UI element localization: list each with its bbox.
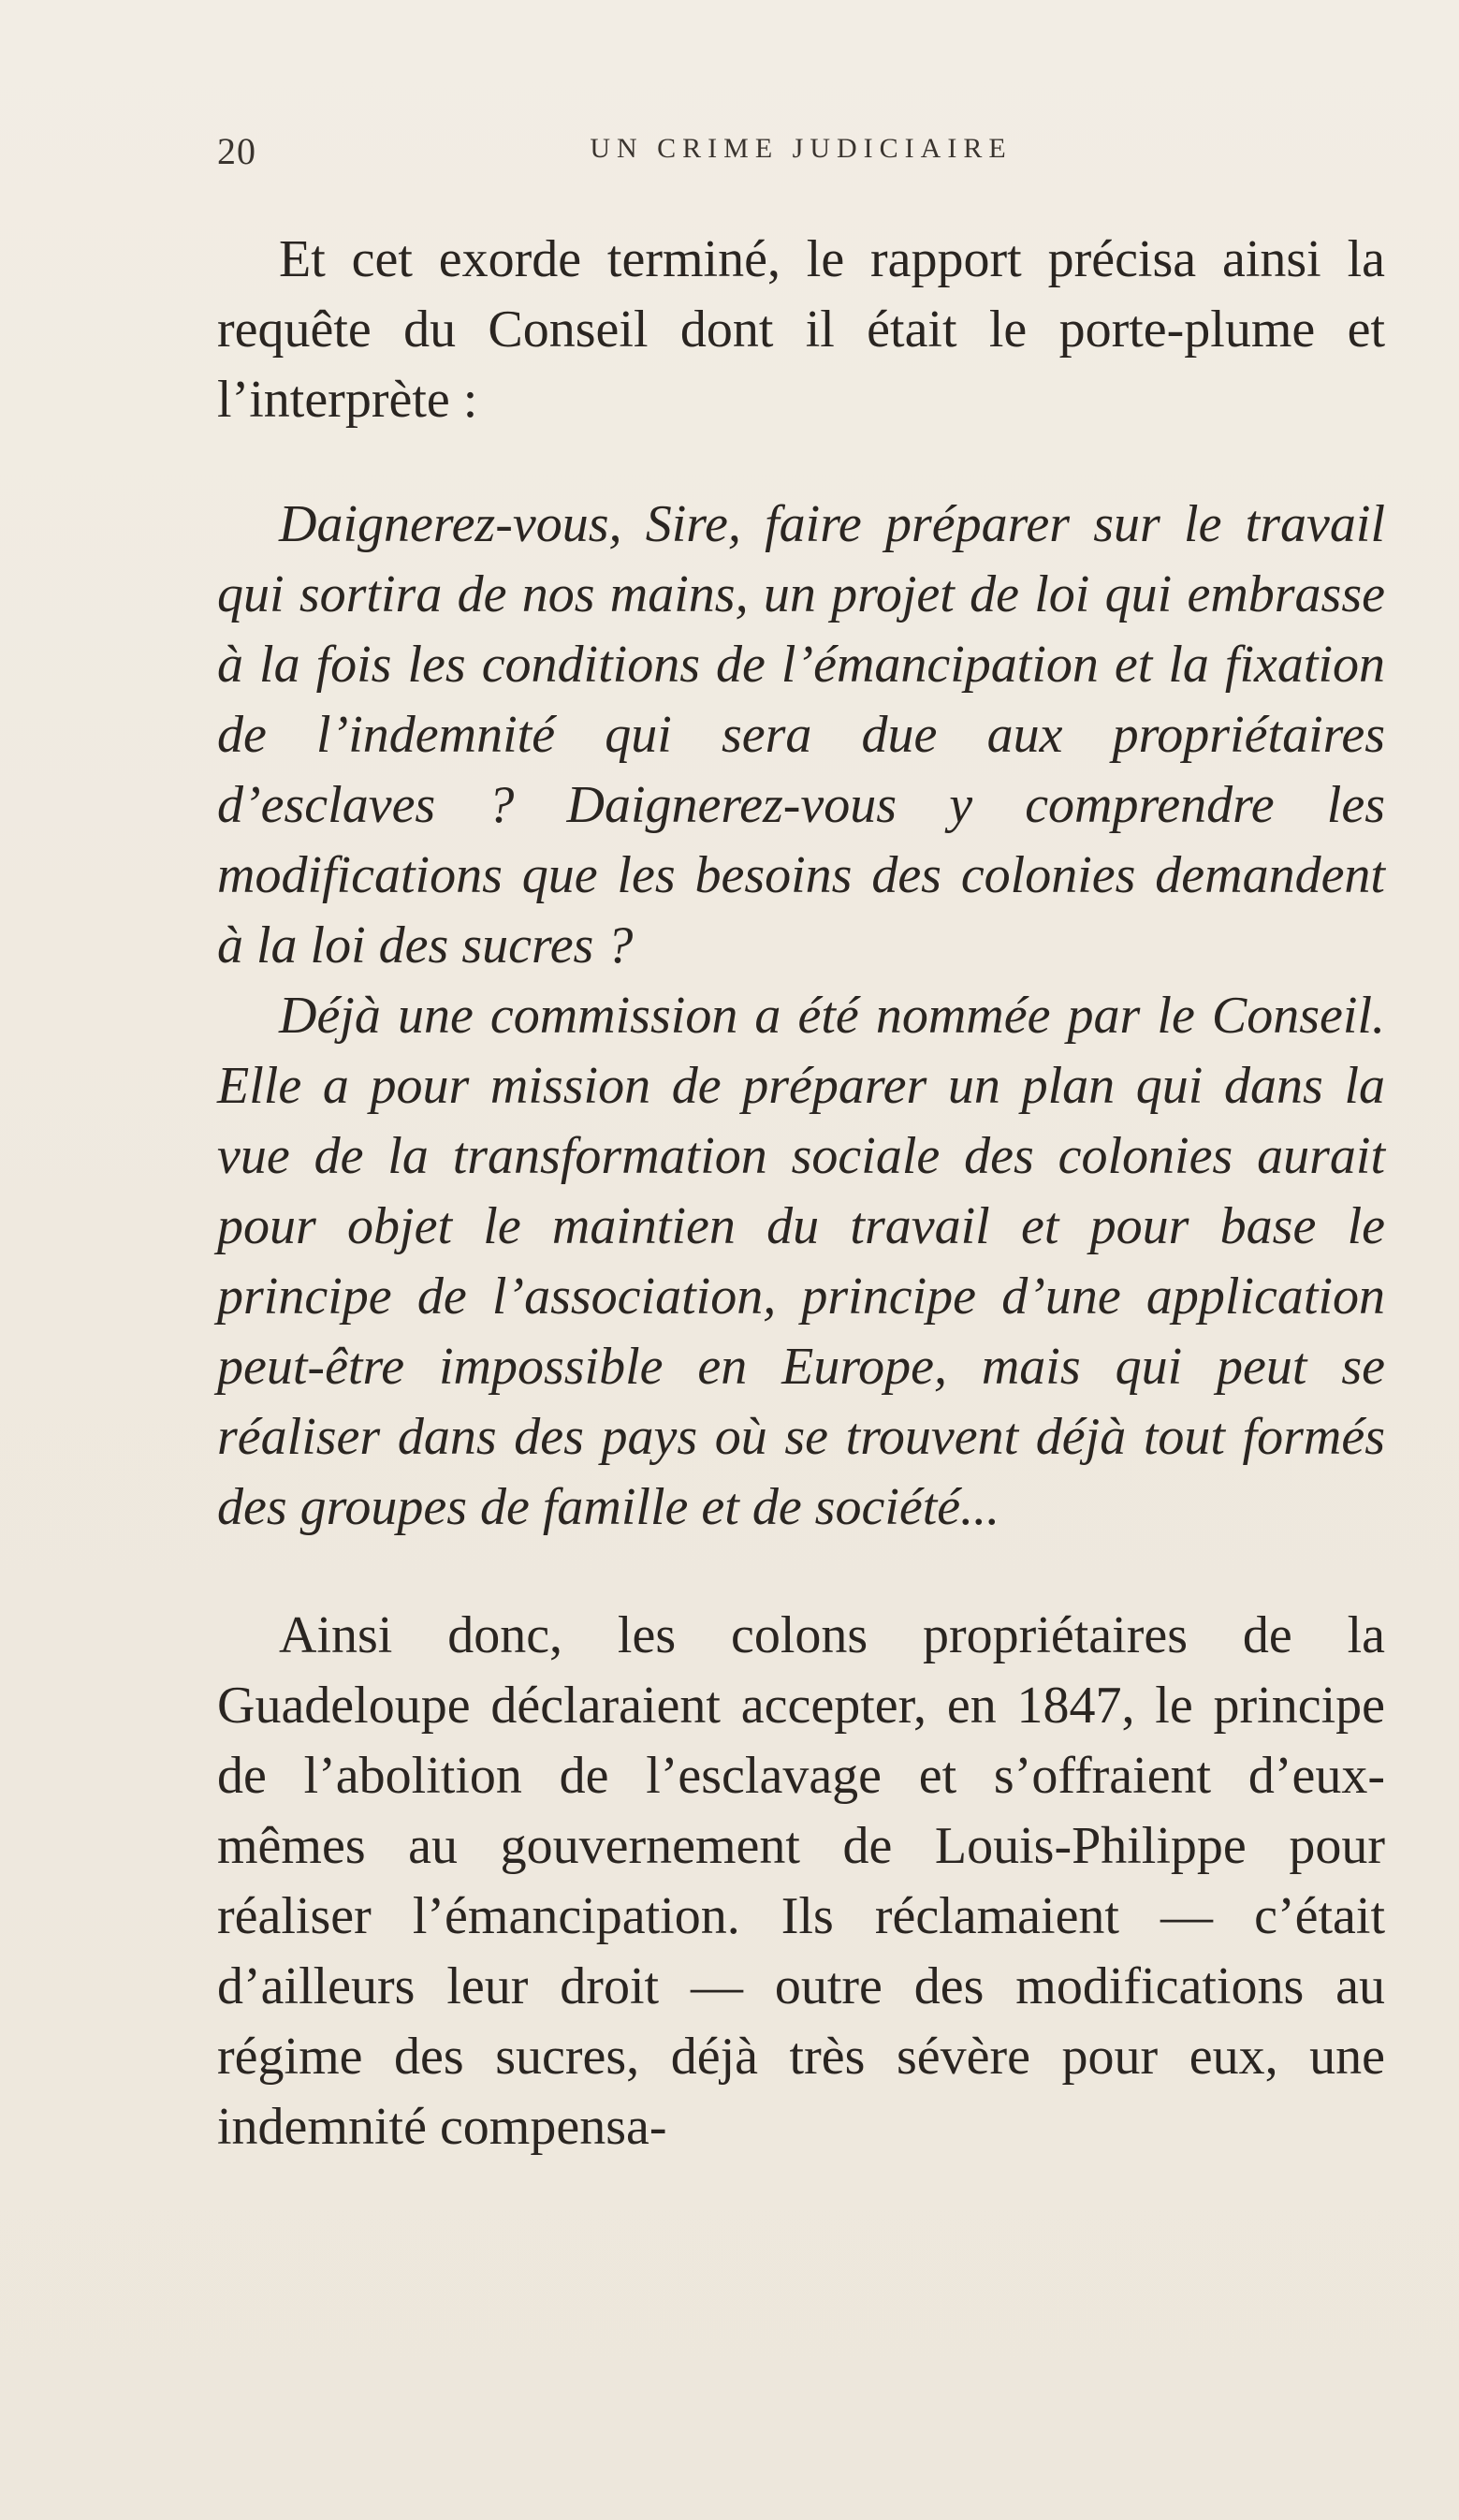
page-header xyxy=(217,129,1385,185)
paragraph-quote-request: Daignerez-vous, Sire, faire préparer sur le travail qui sortira de nos mains, un projet de loi qui embrasse à la fois les conditions de l’émancipation et la fixation de l’indemnité qui sera due aux propriétaires d’esclaves ? Daignerez-vous y comprendre les modifications que les besoins des colonies demandent à la loi des sucres ? xyxy=(217,495,1385,974)
paragraph-quote-commission: Déjà une commission a été nommée par le Conseil. Elle a pour mission de préparer un plan qui dans la vue de la transformation sociale des colonies aurait pour objet le maintien du travail et pour base le principe de l’association, principe d’une application peut-être impossible en Europe, mais qui peut se réaliser dans des pays où se trouvent déjà tout formés des groupes de famille et de société... xyxy=(217,987,1385,1536)
body-text xyxy=(217,225,1385,2162)
running-title: UN CRIME JUDICIAIRE xyxy=(590,133,1013,164)
paragraph-conclusion: Ainsi donc, les colons propriétaires de la Guadeloupe déclaraient accepter, en 1847, le principe de l’abolition de l’esclavage et s’offraient d’eux-mêmes au gouvernement de Louis-Philippe pour réaliser l’émancipation. Ils réclamaient — c’était d’ailleurs leur droit — outre des modifications au régime des sucres, déjà très sévère pour eux, une indemnité compensa- xyxy=(217,1606,1385,2156)
page-number: 20 xyxy=(217,130,256,172)
paragraph-intro: Et cet exorde terminé, le rapport précisa ainsi la requête du Conseil dont il était le porte-plume et l’interprète : xyxy=(217,230,1385,429)
